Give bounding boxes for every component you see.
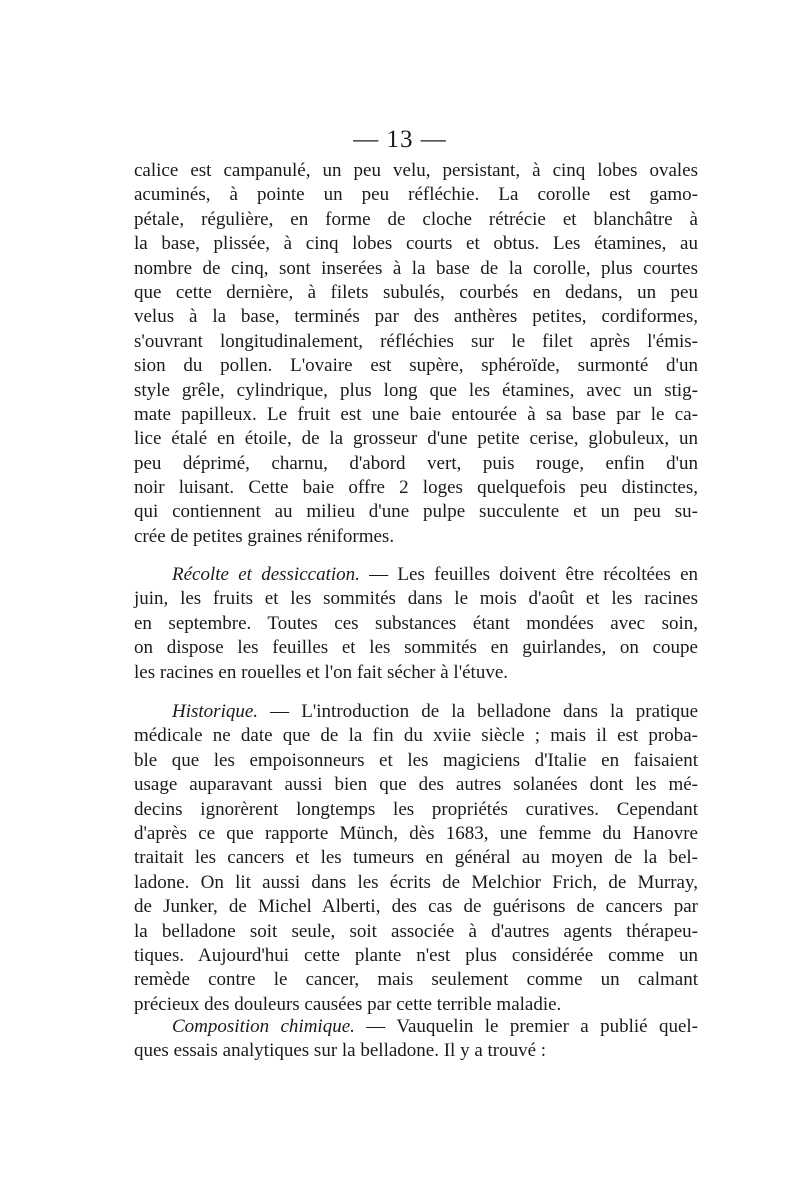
text-line: on dispose les feuilles et les sommités en guirlandes, on coupe <box>134 637 698 659</box>
heading-dash: — <box>359 564 398 585</box>
text-line <box>134 563 698 587</box>
page-number: — 13 — <box>353 126 447 153</box>
text-line: noir luisant. Cette baie offre 2 loges quelquefois peu distinctes, <box>134 477 698 499</box>
heading-dash: — <box>354 1016 397 1037</box>
text-line: velus à la base, terminés par des anthères petites, cordiformes, <box>134 306 698 328</box>
text-line: que cette dernière, à filets subulés, courbés en dedans, un peu <box>134 281 698 303</box>
text-line: usage auparavant aussi bien que des autres solanées dont les mé- <box>134 774 698 796</box>
text-line: tiques. Aujourd'hui cette plante n'est plus considérée comme un <box>134 944 698 966</box>
paragraph-recolte <box>134 563 698 685</box>
section-heading: Récolte et dessiccation. <box>172 564 360 585</box>
text-line <box>134 700 698 724</box>
text-line: traitait les cancers et les tumeurs en général au moyen de la bel- <box>134 847 698 869</box>
text-line: mate papilleux. Le fruit est une baie entourée à sa base par le ca- <box>134 403 698 425</box>
text-line: ladone. On lit aussi dans les écrits de Melchior Frich, de Murray, <box>134 871 698 893</box>
heading-dash: — <box>258 701 302 722</box>
text-line: d'après ce que rapporte Münch, dès 1683, une femme du Hanovre <box>134 822 698 844</box>
text-line: la base, plissée, à cinq lobes courts et obtus. Les étamines, au <box>134 233 698 255</box>
section-heading: Composition chimique. <box>172 1016 355 1037</box>
section-heading: Historique. <box>172 701 259 722</box>
text-line: médicale ne date que de la fin du xviie siècle ; mais il est proba- <box>134 725 698 747</box>
text-run: L'introduction de la belladone dans la pratique <box>301 701 699 722</box>
text-line: decins ignorèrent longtemps les propriétés curatives. Cependant <box>134 798 698 820</box>
text-line: acuminés, à pointe un peu réfléchie. La corolle est gamo- <box>134 184 698 206</box>
text-line <box>134 1015 698 1039</box>
paragraph-composition <box>134 1015 698 1064</box>
text-line: la belladone soit seule, soit associée à d'autres agents thérapeu- <box>134 920 698 942</box>
paragraph-description <box>134 159 698 549</box>
text-line: précieux des douleurs causées par cette terrible maladie. <box>134 993 562 1015</box>
paragraph-historique <box>134 700 698 1017</box>
text-line: lice étalé en étoile, de la grosseur d'une petite cerise, globuleux, un <box>134 428 698 450</box>
text-line: les racines en rouelles et l'on fait sécher à l'étuve. <box>134 661 509 683</box>
text-run: Les feuilles doivent être récoltées en <box>397 564 699 585</box>
text-line: en septembre. Toutes ces substances étant mondées avec soin, <box>134 612 698 634</box>
text-line: pétale, régulière, en forme de cloche rétrécie et blanchâtre à <box>134 208 698 230</box>
text-line: juin, les fruits et les sommités dans le mois d'août et les racines <box>134 588 698 610</box>
text-line: s'ouvrant longitudinalement, réfléchies sur le filet après l'émis- <box>134 330 698 352</box>
text-line: sion du pollen. L'ovaire est supère, sphéroïde, surmonté d'un <box>134 355 698 377</box>
text-line: ques essais analytiques sur la belladone. Il y a trouvé : <box>134 1040 547 1062</box>
text-line: style grêle, cylindrique, plus long que les étamines, avec un stig- <box>134 379 698 401</box>
text-run: Vauquelin le premier a publié quel- <box>396 1016 698 1037</box>
text-line: peu déprimé, charnu, d'abord vert, puis rouge, enfin d'un <box>134 452 698 474</box>
text-line: ble que les empoisonneurs et les magiciens d'Italie en faisaient <box>134 749 698 771</box>
text-line: remède contre le cancer, mais seulement comme un calmant <box>134 969 698 991</box>
text-line: de Junker, de Michel Alberti, des cas de guérisons de cancers par <box>134 896 698 918</box>
text-line: nombre de cinq, sont inserées à la base de la corolle, plus courtes <box>134 257 698 279</box>
text-line: qui contiennent au milieu d'une pulpe succulente et un peu su- <box>134 501 698 523</box>
text-line: calice est campanulé, un peu velu, persistant, à cinq lobes ovales <box>134 160 698 181</box>
text-line: crée de petites graines réniformes. <box>134 525 395 547</box>
